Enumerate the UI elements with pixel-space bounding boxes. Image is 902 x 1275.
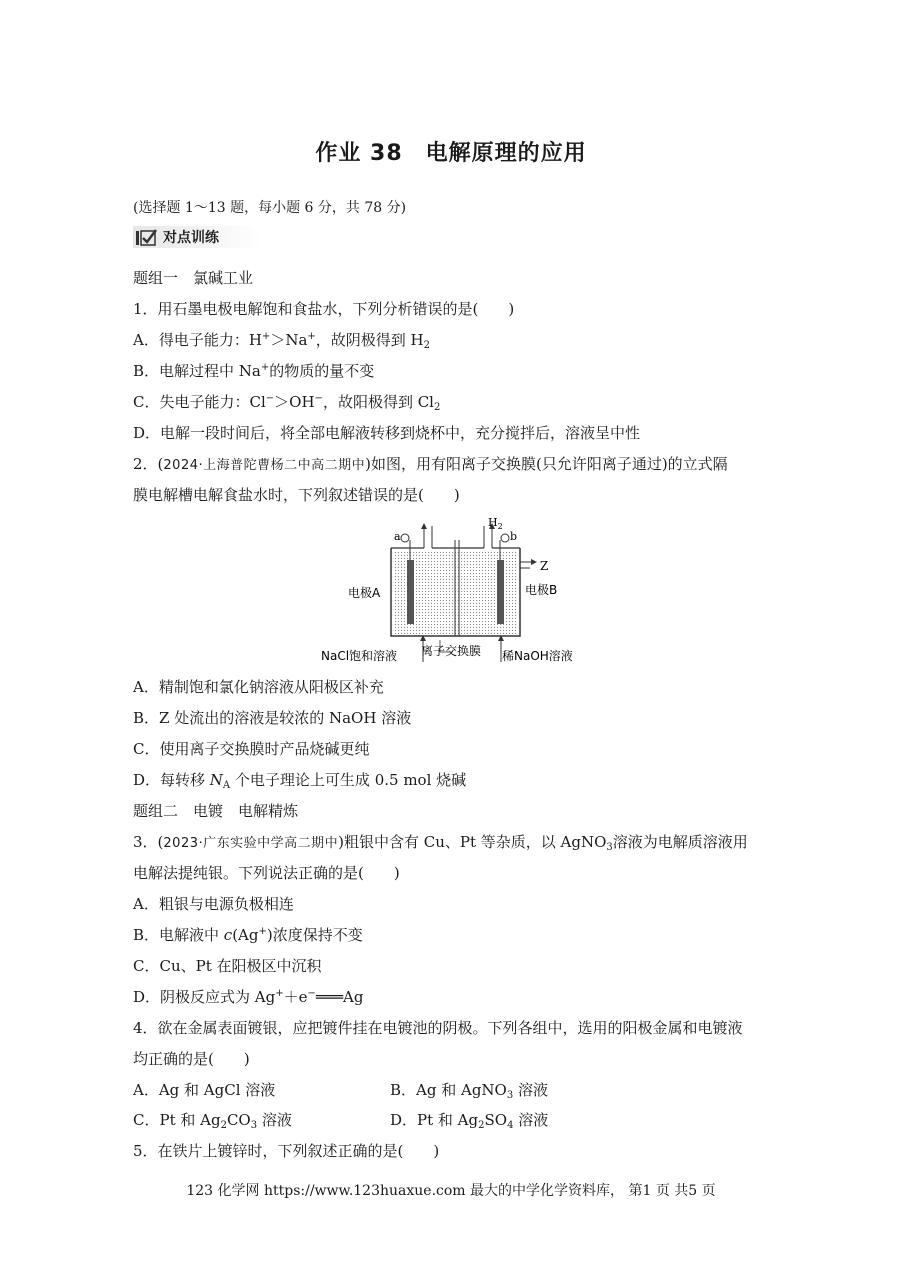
q4-option-a: A．Ag 和 AgCl 溶液: [133, 1081, 276, 1099]
q3-option-c: C．Cu、Pt 在阳极区中沉积: [133, 957, 322, 975]
q3-option-b: B．电解液中 c(Ag+)浓度保持不变: [133, 926, 363, 944]
q3-stem-line1: 3．(2023·广东实验中学高二期中)粗银中含有 Cu、Pt 等杂质，以 AgNO$_3$溶液为电解质溶液用: [133, 833, 748, 853]
group-heading-2: 题组二 电镀 电解精炼: [133, 802, 299, 820]
section-label: 对点训练: [163, 230, 219, 246]
q2-stem-line1: 2．(2024·上海普陀曹杨二中高二期中)如图，用有阳离子交换膜(只允许阳离子通过)的立式隔: [133, 455, 728, 473]
q2-option-a: A．精制饱和氯化钠溶液从阳极区补充: [133, 678, 384, 696]
electrode-a: [407, 560, 414, 624]
group-heading-1: 题组一 氯碱工业: [133, 269, 254, 287]
q3-option-d: D．阴极反应式为 Ag+＋e−═══Ag: [133, 988, 364, 1006]
q1-stem: 1．用石墨电极电解饱和食盐水，下列分析错误的是( ): [133, 300, 515, 318]
q4-stem-line1: 4．欲在金属表面镀银，应把镀件挂在电镀池的阴极。下列各组中，选用的阳极金属和电镀液: [133, 1019, 743, 1037]
q1-option-d: D．电解一段时间后，将全部电解液转移到烧杯中，充分搅拌后，溶液呈中性: [133, 424, 641, 442]
terminal-a: [401, 534, 409, 542]
q1-option-b: B．电解过程中 Na+的物质的量不变: [133, 362, 375, 380]
q2-option-b: B．Z 处流出的溶液是较浓的 NaOH 溶液: [133, 709, 412, 727]
electrolysis-cell-diagram: [316, 512, 588, 672]
naoh-inlet-label: 稀NaOH溶液: [502, 649, 573, 663]
electrode-b-label: 电极B: [525, 583, 558, 597]
h2-label: $H_2$: [488, 516, 503, 531]
q3-source: 2023·广东实验中学高二期中: [163, 836, 339, 851]
terminal-b: [501, 534, 509, 542]
page-footer: 123 化学网 https://www.123huaxue.com 最大的中学化学资料库， 第1 页 共5 页: [186, 1183, 716, 1199]
q4-stem-line2: 均正确的是( ): [133, 1050, 250, 1068]
q2-option-d: D．每转移 $N_A$ 个电子理论上可生成 0.5 mol 烧碱: [133, 771, 467, 791]
q2-option-c: C．使用离子交换膜时产品烧碱更纯: [133, 740, 370, 758]
nacl-inlet-label: NaCl饱和溶液: [321, 649, 398, 663]
electrode-b: [497, 560, 504, 624]
q1-option-a: A．得电子能力：H+＞Na+，故阴极得到 $H_2$: [133, 331, 431, 351]
q2-source: 2024·上海普陀曹杨二中高二期中: [163, 458, 366, 473]
q4-option-b: B．Ag 和 AgNO$_3$ 溶液: [390, 1081, 549, 1101]
q4-option-c: C．Pt 和 $Ag_2CO_3$ 溶液: [133, 1111, 292, 1131]
q1-option-c: C．失电子能力：Cl−＞OH−，故阳极得到 $Cl_2$: [133, 393, 441, 413]
checkmark-icon: [135, 228, 157, 246]
terminal-b-label: b: [510, 530, 518, 543]
q2-stem-line2: 膜电解槽电解食盐水时，下列叙述错误的是( ): [133, 486, 460, 504]
electrode-a-label: 电极A: [348, 586, 381, 600]
membrane-label: 离子交换膜: [421, 644, 482, 658]
q3-stem-line2: 电解法提纯银。下列说法正确的是( ): [133, 864, 400, 882]
z-label: Z: [540, 559, 549, 573]
q5-stem: 5．在铁片上镀锌时，下列叙述正确的是( ): [133, 1142, 440, 1160]
q3-option-a: A．粗银与电源负极相连: [133, 895, 294, 913]
terminal-a-label: a: [394, 530, 401, 543]
score-note: (选择题 1～13 题，每小题 6 分，共 78 分): [133, 200, 407, 216]
section-header: [133, 226, 261, 248]
page-title: 作业 38 电解原理的应用: [315, 141, 587, 166]
q4-option-d: D．Pt 和 $Ag_2SO_4$ 溶液: [390, 1111, 549, 1131]
